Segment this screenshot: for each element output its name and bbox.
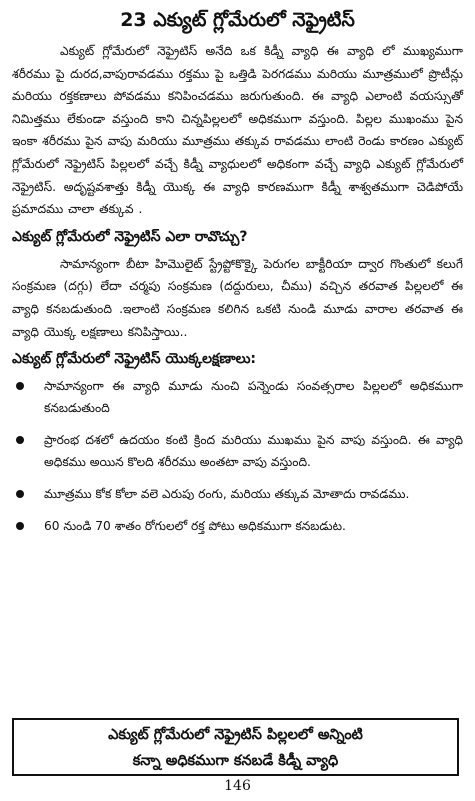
list-item	[12, 429, 463, 473]
section-heading-causes: ఎక్యుట్ గ్లోమేరులో నెఫ్రైటిస్ ఎలా రావొచ్చు?	[12, 228, 248, 245]
list-item-text: 60 నుండి 70 శాతం రోగులలో రక్త పోటు అధికముగా కనబడుట.	[44, 519, 346, 534]
callout-box	[12, 718, 459, 776]
symptoms-list	[12, 375, 463, 537]
bullet-icon	[16, 436, 24, 444]
list-item-text: మూత్రము కోక కోలా వలె ఎరుపు రంగు, మరియు తక్కువ మోతాదు రావడము.	[44, 487, 410, 502]
document-page	[12, 6, 463, 547]
causes-paragraph: సామాన్యంగా బీటా హిమొలైట్ స్ట్రేప్టోకొక్కై పెరుగల బాక్టీరియా ద్వార గొంతులో కలుగే సంక్రమణ (దగ్గు) లేదా చర్మపు సంక్రమణ (దద్దురులు, చీము) వచ్చిన తరవాత పిల్లలలో ఈ వ్యాధి కనబడుతుంది .ఇలాంటి సంక్రమణ కలిగిన ఒకటి నుండి మూడు వారాల తరవాత ఈ వ్యాధి యొక్క లక్షణాలు కనిపిస్తాయి..	[12, 256, 463, 339]
list-item	[12, 483, 463, 505]
section-heading-symptoms: ఎక్యుట్ గ్లోమేరులో నెఫ్రైటిస్ యొక్కలక్షణాలు:	[12, 351, 257, 368]
list-item-text: ప్రారంభ దశలో ఉదయం కంటి క్రింద మరియు ముఖము పైన వాపు వస్తుంది. ఈ వ్యాధి అధికము అయిన కొలది శరీరము అంతటా వాపు వస్తుంది.	[44, 433, 463, 470]
page-number: 146	[224, 778, 251, 794]
callout-line-1: ఎక్యుట్ గ్లోమేరులో నెఫ్రైటిస్ పిల్లలలో అన్నింటి	[108, 727, 363, 743]
list-item	[12, 515, 463, 537]
list-item-text: సామాన్యంగా ఈ వ్యాధి మూడు నుంచి పన్నెండు సంవత్సరాల పిల్లలలో అధికముగా కనబడుతుంది	[44, 379, 463, 416]
page-title: 23 ఎక్యుట్ గ్లోమేరులో నెఫ్రైటిస్	[120, 9, 355, 31]
bullet-icon	[16, 490, 24, 498]
bullet-icon	[16, 382, 24, 390]
intro-paragraph: ఎక్యుట్ గ్లోమేరులో నెఫ్రైటిస్ అనేది ఒక కిడ్నీ వ్యాధి ఈ వ్యాధి లో ముఖ్యముగా శరీరము పై దురద,వాపురావడము రక్తము పై ఒత్తిడి పెరగడము మరియు మూత్రములో ప్రొటీన్లు మరియు రక్తకణాలు పోవడము కనిపించడము జరుగుతుంది. ఈ వ్యాధి ఎలాంటి వయస్సుతో నిమిత్తము లేకుండా వస్తుంది కాని చిన్నపిల్లలలో అధికముగా వస్తుంది. పిల్లల ముఖంము పైన ఇంకా శరీరము పైన వాపు మరియు మూత్రము తక్కువ రావడము లాంటి రెండు కారణం ఎక్యుట్ గ్లోమేరులో నెఫ్రైటిస్ పిల్లలలో వచ్చే కిడ్నీ వ్యాధులలో అధికంగా వచ్చే వ్యాధి ఎక్యుట్ గ్లోమేరులో నెఫ్రైటిస్. అదృష్టవశాత్తు కిడ్నీ యొక్క ఈ వ్యాధి కారణముగా కిడ్నీ శాశ్వతముగా చెడిపోయే ప్రమాదము చాలా తక్కువ .	[12, 44, 463, 217]
callout-line-2: కన్నా అధికముగా కనబడే కిడ్నీ వ్యాధి	[132, 753, 339, 769]
list-item	[12, 375, 463, 419]
bullet-icon	[16, 522, 24, 530]
